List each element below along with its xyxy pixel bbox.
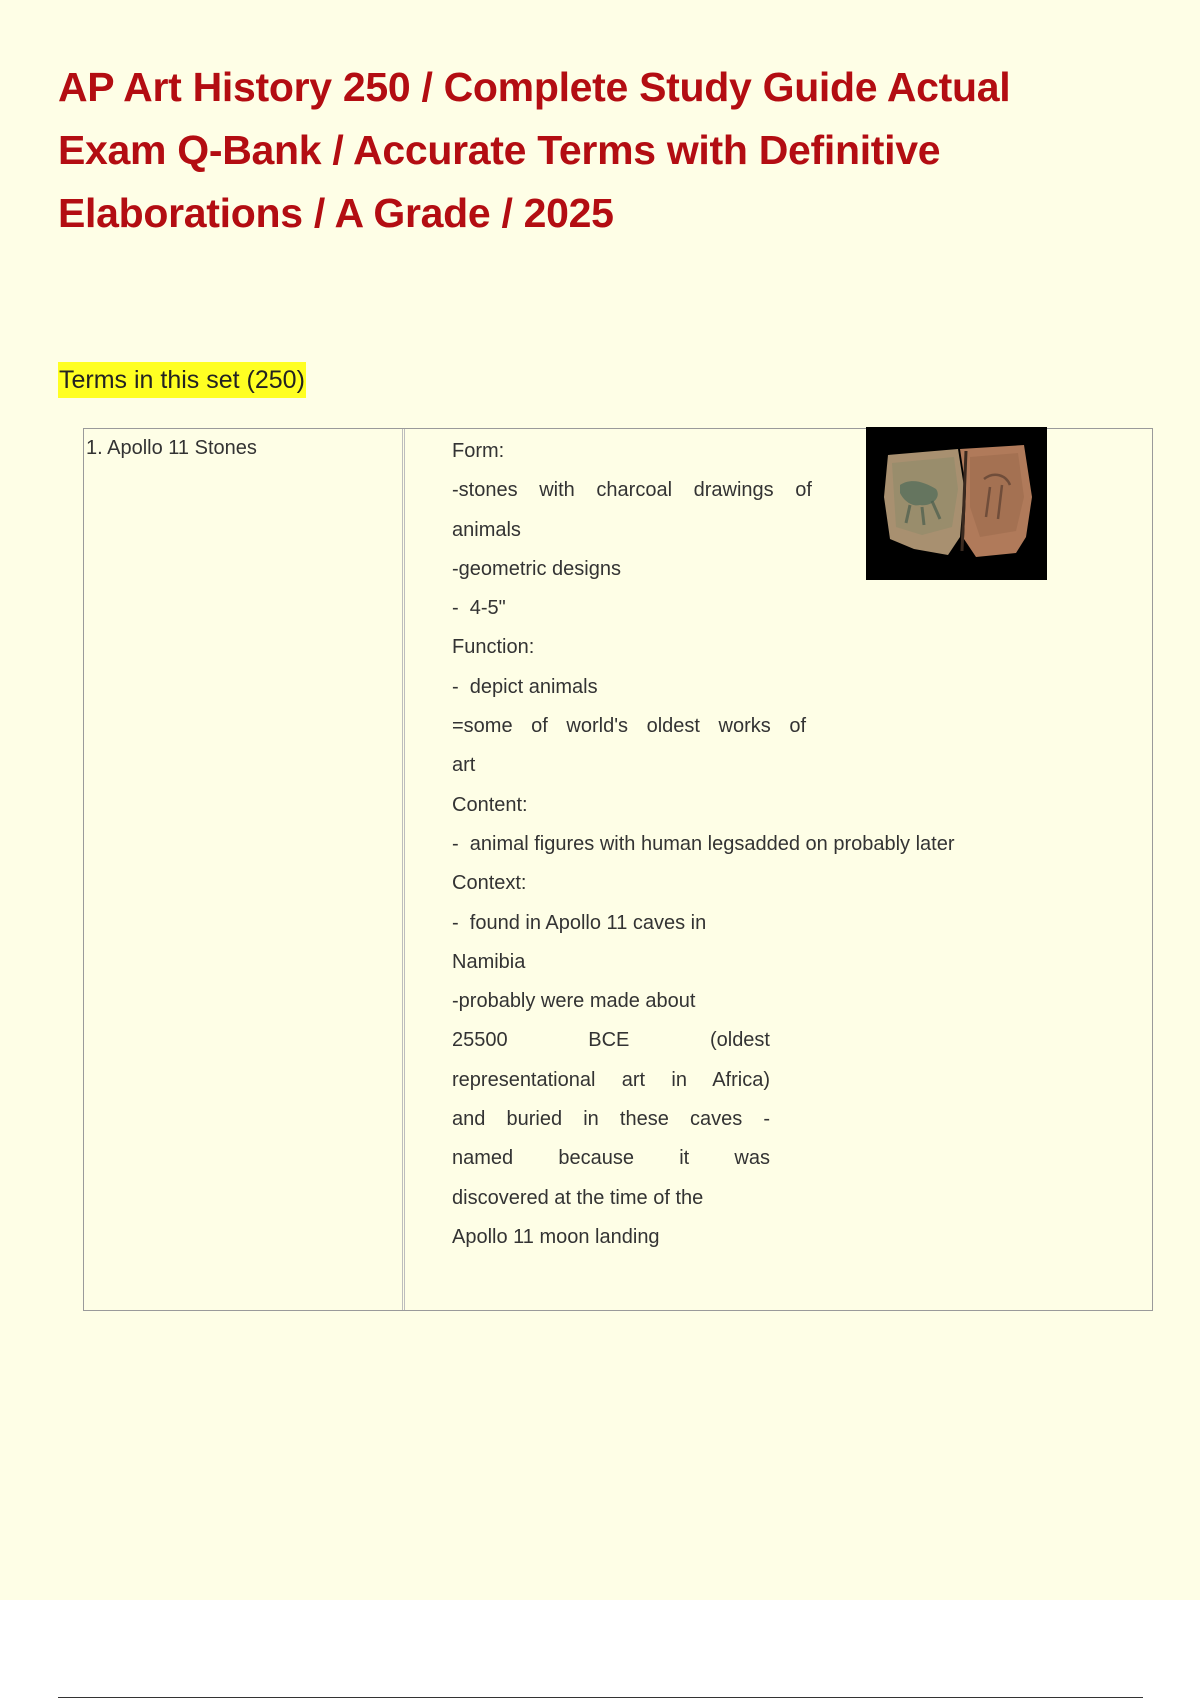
- definition-line: - depict animals: [452, 675, 598, 698]
- definition-line: -geometric designs: [452, 557, 621, 580]
- definition-line: named because it was: [452, 1147, 770, 1170]
- definition-line: Namibia: [452, 950, 526, 973]
- column-divider: [402, 429, 405, 1310]
- definition-line: - animal figures with human legsadded on probably later: [452, 832, 955, 855]
- definition-line: representational art in Africa): [452, 1068, 770, 1091]
- stones-illustration-icon: [866, 427, 1047, 580]
- definition-line: Form:: [452, 440, 505, 462]
- term-name: 1. Apollo 11 Stones: [86, 437, 257, 459]
- definition-line: Context:: [452, 872, 527, 895]
- definition-line: art: [452, 754, 476, 777]
- footer-rule: [58, 1697, 1143, 1698]
- definition-line: Content:: [452, 793, 528, 816]
- definition-line: 25500 BCE (oldest: [452, 1029, 770, 1052]
- definition-line: and buried in these caves -: [452, 1108, 770, 1131]
- definition-line: -probably were made about: [452, 990, 696, 1013]
- terms-table: [83, 428, 1153, 1311]
- apollo-11-stones-photo: [866, 427, 1047, 580]
- document-title: AP Art History 250 / Complete Study Guide Actual Exam Q-Bank / Accurate Terms with Definitive Elaborations / A Grade / 2025: [58, 64, 1011, 236]
- definition-line: - 4-5": [452, 597, 506, 620]
- definition-line: discovered at the time of the: [452, 1186, 704, 1209]
- definition-line: Function:: [452, 636, 535, 659]
- terms-count-label: Terms in this set (250): [58, 362, 306, 398]
- definition-line: Apollo 11 moon landing: [452, 1225, 660, 1248]
- definition-line: - found in Apollo 11 caves in: [452, 911, 707, 934]
- definition-line: -stones with charcoal drawings of: [452, 479, 812, 502]
- definition-line: =some of world's oldest works of: [452, 715, 806, 738]
- definition-line: animals: [452, 518, 521, 541]
